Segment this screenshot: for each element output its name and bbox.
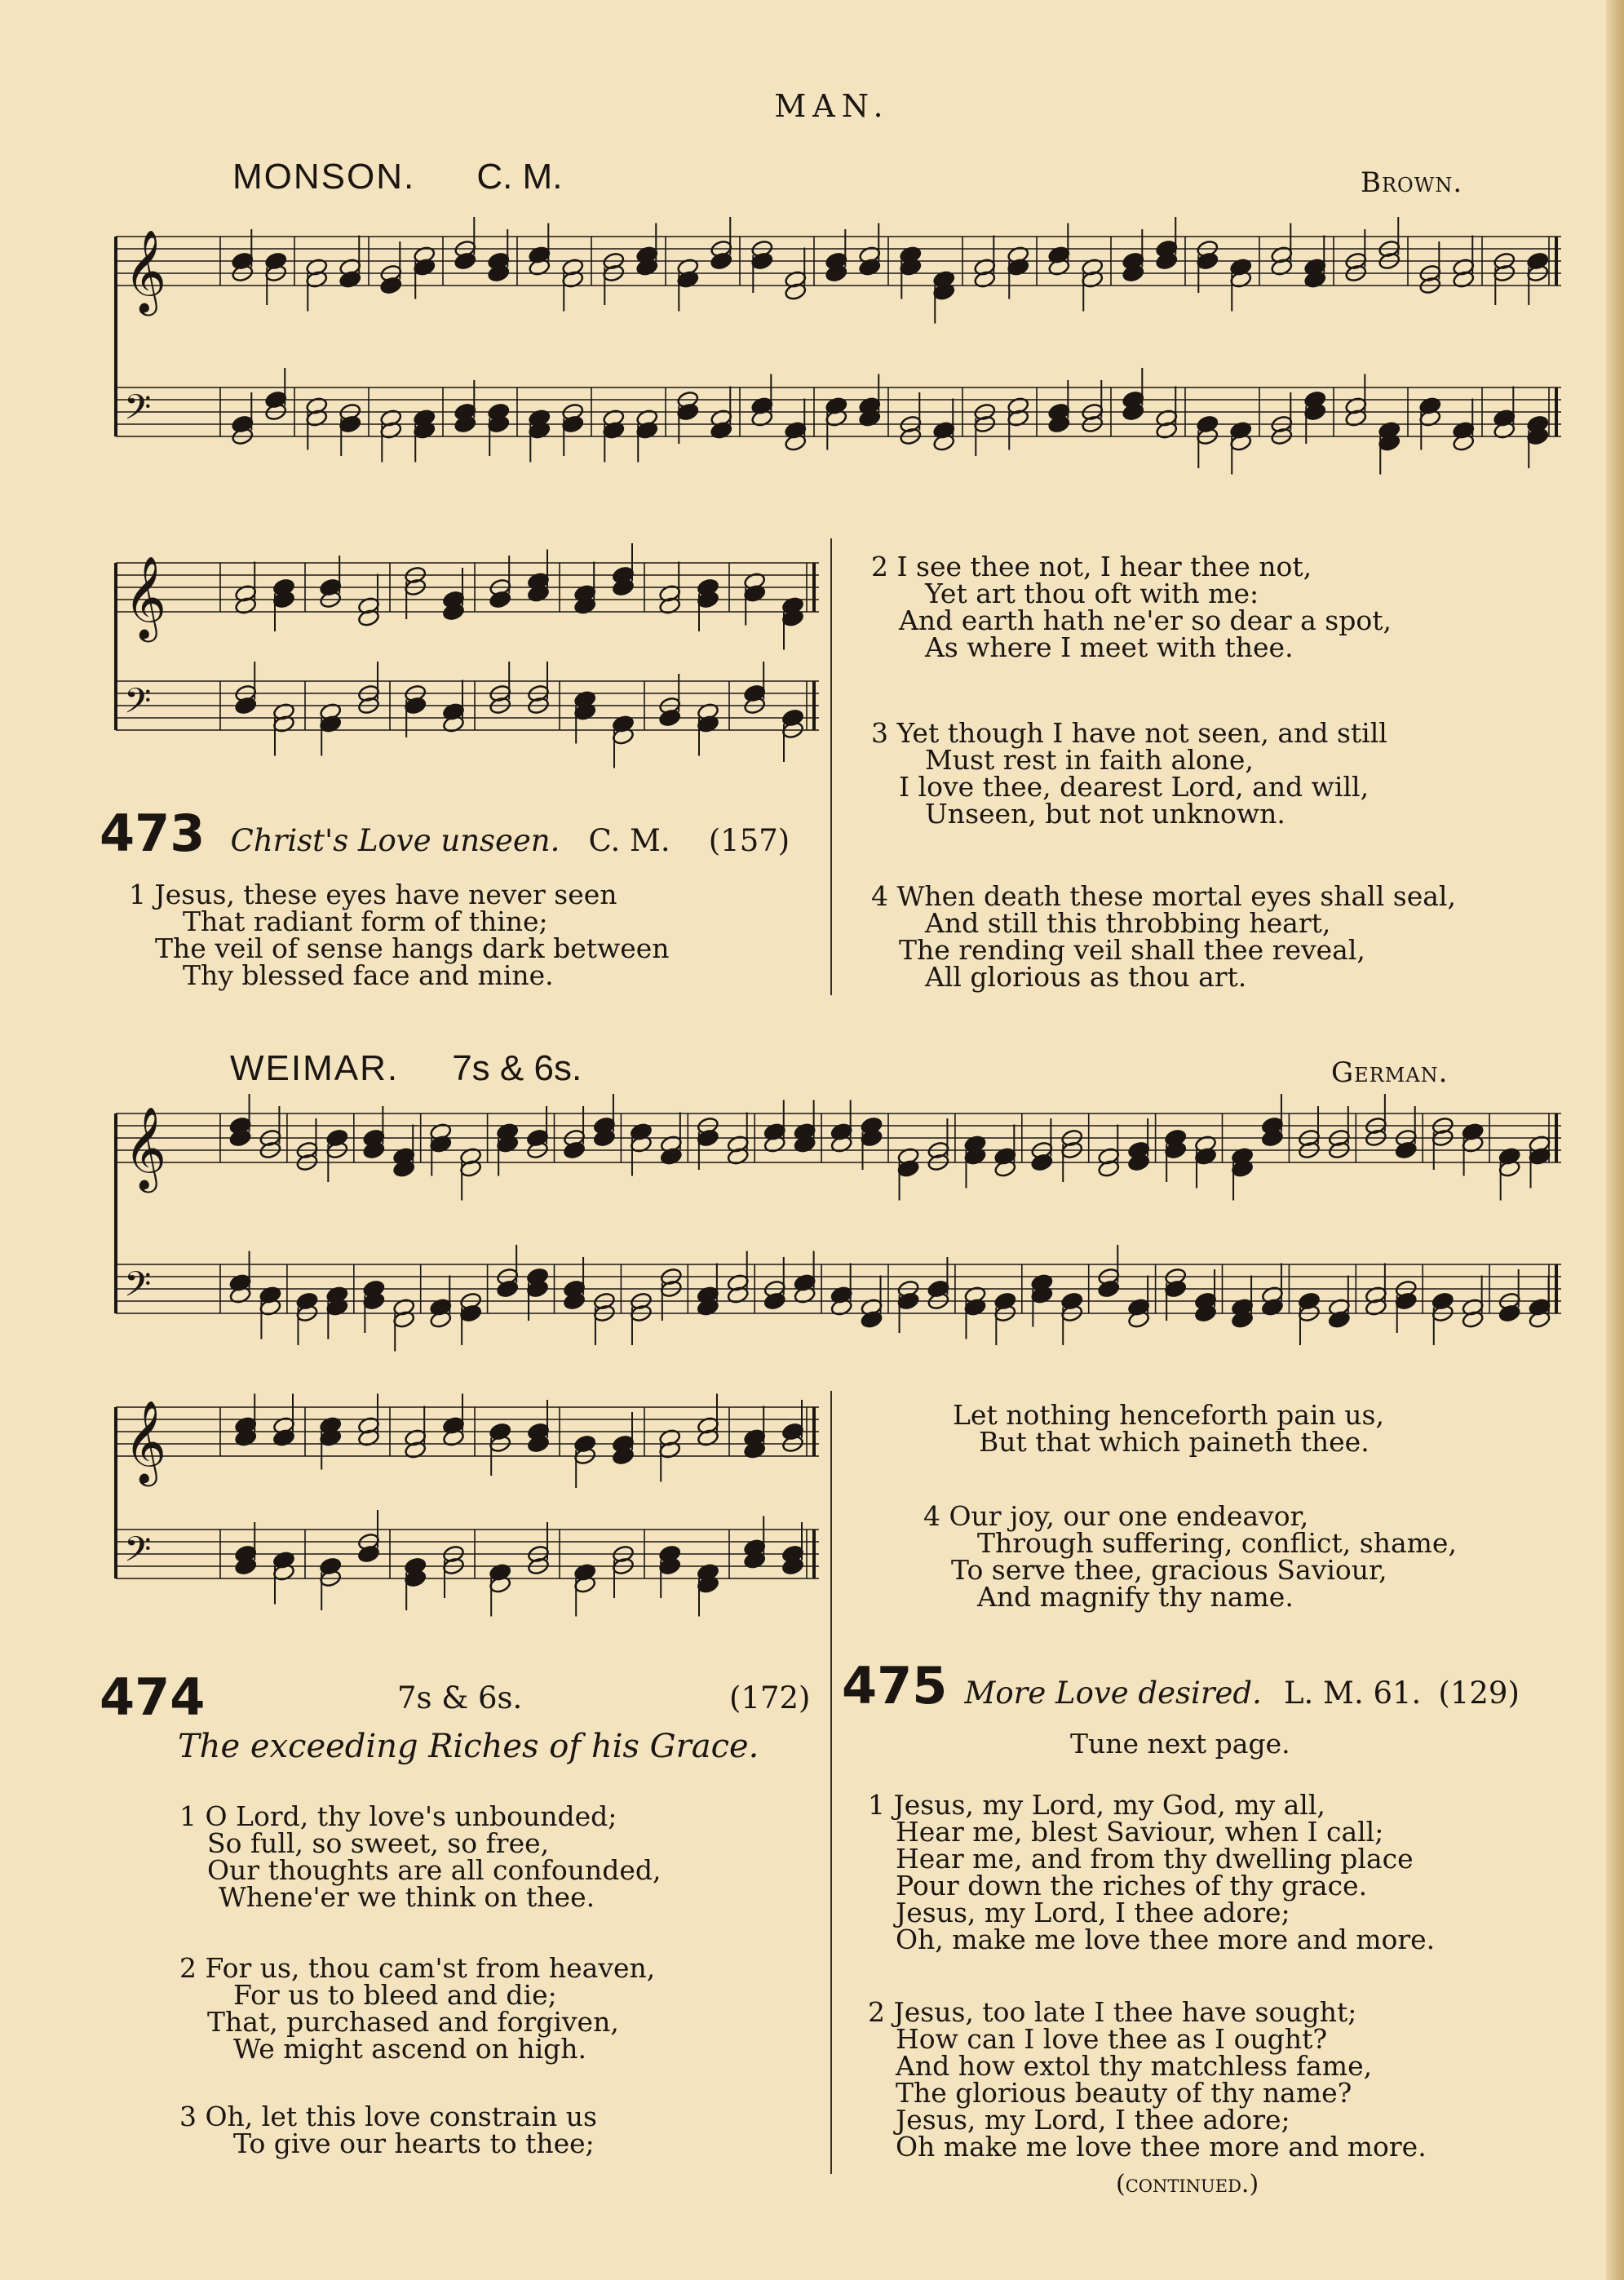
verse-line: Must rest in faith alone, xyxy=(925,744,1254,776)
tune-meter: C. M. xyxy=(476,157,563,197)
verse-number: 3 xyxy=(179,2101,197,2132)
hymn-title: More Love desired. xyxy=(964,1676,1262,1711)
page-edge xyxy=(1606,0,1624,2280)
hymn-473-verse-4 xyxy=(871,880,1456,993)
hymn-474-verse-3-continued xyxy=(953,1399,1384,1458)
verse-line: For us to bleed and die; xyxy=(233,1979,557,2011)
hymn-meter: L. M. 61. xyxy=(1283,1676,1422,1711)
svg-text:𝄢: 𝄢 xyxy=(124,1264,152,1313)
verse-line: The glorious beauty of thy name? xyxy=(896,2077,1352,2109)
music-score-weimar-line1 xyxy=(106,1097,1566,1342)
hymn-473-verse-2 xyxy=(871,553,1392,661)
tune-next-page-note: Tune next page. xyxy=(1070,1728,1290,1760)
column-divider xyxy=(830,1391,832,2174)
verse-line: Hear me, and from thy dwelling place xyxy=(896,1843,1414,1875)
verse-line: Our thoughts are all confounded, xyxy=(207,1854,662,1886)
hymn-474-heading xyxy=(100,1667,817,1727)
verse-line: Oh, make me love thee more and more. xyxy=(896,1924,1436,1955)
verse-line: Our joy, our one endeavor, xyxy=(949,1500,1309,1532)
hymn-title: Christ's Love unseen. xyxy=(230,823,560,858)
verse-line: Oh make me love thee more and more. xyxy=(896,2131,1427,2163)
svg-text:𝄞: 𝄞 xyxy=(124,1399,167,1483)
verse-line: To serve thee, gracious Saviour, xyxy=(951,1554,1387,1586)
hymn-number: 473 xyxy=(100,804,206,863)
music-score-weimar-line2 xyxy=(106,1391,824,1603)
hymn-474-verse-3 xyxy=(179,2103,597,2157)
svg-text:𝄢: 𝄢 xyxy=(124,1530,152,1578)
verse-line: I love thee, dearest Lord, and will, xyxy=(899,771,1370,803)
hymn-tune-ref: (157) xyxy=(708,823,790,858)
svg-text:𝄞: 𝄞 xyxy=(124,228,167,312)
hymn-474-verse-4 xyxy=(923,1500,1457,1613)
hymn-number: 475 xyxy=(842,1656,948,1716)
verse-number: 4 xyxy=(871,880,888,912)
verse-line: For us, thou cam'st from heaven, xyxy=(205,1952,656,1984)
verse-line: We might ascend on high. xyxy=(233,2033,586,2065)
tune-heading-weimar xyxy=(230,1048,582,1089)
verse-line: That, purchased and forgiven, xyxy=(207,2006,619,2038)
verse-number: 2 xyxy=(871,551,888,582)
verse-line: Let nothing henceforth pain us, xyxy=(953,1399,1384,1431)
tune-name: MONSON. xyxy=(232,157,416,197)
tune-composer: Brown. xyxy=(1361,166,1463,199)
verse-line: And how extol thy matchless fame, xyxy=(896,2050,1373,2082)
verse-line: And still this throbbing heart, xyxy=(925,907,1331,939)
verse-line: Jesus, my Lord, I thee adore; xyxy=(896,2104,1290,2136)
music-score-monson-line2 xyxy=(106,538,824,750)
tune-composer: German. xyxy=(1331,1056,1449,1089)
verse-line: Jesus, too late I thee have sought; xyxy=(893,1996,1357,2028)
verse-line: Jesus, my Lord, my God, my all, xyxy=(893,1789,1325,1821)
svg-text:𝄞: 𝄞 xyxy=(124,1105,167,1189)
verse-line: How can I love thee as I ought? xyxy=(896,2023,1328,2055)
hymn-475-verse-1 xyxy=(868,1791,1435,1953)
verse-line: Yet though I have not seen, and still xyxy=(896,717,1387,749)
verse-line: Thy blessed face and mine. xyxy=(183,959,554,991)
verse-line: Through suffering, conflict, shame, xyxy=(977,1527,1457,1559)
verse-line: All glorious as thou art. xyxy=(925,961,1247,993)
tune-heading-monson xyxy=(232,157,562,197)
verse-line: I see thee not, I hear thee not, xyxy=(896,551,1312,582)
verse-line: So full, so sweet, so free, xyxy=(207,1827,550,1859)
verse-line: Jesus, my Lord, I thee adore; xyxy=(896,1897,1290,1928)
tune-name: WEIMAR. xyxy=(230,1048,400,1088)
verse-line: Jesus, these eyes have never seen xyxy=(154,879,617,910)
verse-number: 1 xyxy=(868,1789,885,1821)
hymn-474-subtitle: The exceeding Riches of his Grace. xyxy=(178,1728,759,1765)
music-score-monson-line1 xyxy=(106,212,1566,489)
verse-line: Unseen, but not unknown. xyxy=(925,798,1285,830)
verse-line: To give our hearts to thee; xyxy=(233,2127,595,2159)
verse-line: Oh, let this love constrain us xyxy=(205,2101,597,2132)
verse-line: The rending veil shall thee reveal, xyxy=(899,934,1365,966)
verse-number: 1 xyxy=(129,879,146,910)
verse-line: But that which paineth thee. xyxy=(979,1426,1370,1458)
verse-line: And earth hath ne'er so dear a spot, xyxy=(899,604,1392,636)
verse-line: As where I meet with thee. xyxy=(925,631,1294,663)
verse-line: Hear me, blest Saviour, when I call; xyxy=(896,1816,1384,1848)
svg-text:𝄢: 𝄢 xyxy=(124,681,152,730)
verse-line: When death these mortal eyes shall seal, xyxy=(896,880,1456,912)
verse-line: Pour down the riches of thy grace. xyxy=(896,1870,1368,1901)
verse-line: O Lord, thy love's unbounded; xyxy=(205,1800,617,1832)
hymn-475-verse-2 xyxy=(868,1996,1427,2163)
running-head: MAN. xyxy=(774,88,890,124)
column-divider xyxy=(830,538,832,995)
tune-meter: 7s & 6s. xyxy=(452,1048,582,1088)
hymn-473-verse-3 xyxy=(871,717,1387,830)
verse-number: 3 xyxy=(871,717,888,749)
hymn-473-heading xyxy=(100,804,790,863)
hymn-meter: 7s & 6s. xyxy=(397,1680,523,1716)
hymn-tune-ref: (172) xyxy=(729,1680,811,1716)
hymn-number: 474 xyxy=(100,1667,206,1727)
hymn-475-heading xyxy=(842,1656,1520,1716)
hymn-473-verse-1 xyxy=(129,881,670,989)
continued-note: (continued.) xyxy=(1116,2170,1259,2198)
svg-text:𝄢: 𝄢 xyxy=(124,387,152,436)
verse-line: Whene'er we think on thee. xyxy=(219,1881,595,1913)
hymn-474-verse-1 xyxy=(179,1800,662,1913)
hymn-tune-ref: (129) xyxy=(1438,1676,1520,1711)
verse-line: And magnify thy name. xyxy=(977,1581,1294,1613)
verse-number: 4 xyxy=(923,1500,940,1532)
verse-line: The veil of sense hangs dark between xyxy=(155,932,670,964)
verse-number: 2 xyxy=(179,1952,197,1984)
verse-line: That radiant form of thine; xyxy=(183,905,548,937)
verse-line: Yet art thou oft with me: xyxy=(925,578,1259,609)
hymn-474-verse-2 xyxy=(179,1952,656,2065)
verse-number: 1 xyxy=(179,1800,197,1832)
verse-number: 2 xyxy=(868,1996,885,2028)
svg-text:𝄞: 𝄞 xyxy=(124,555,167,639)
hymn-meter: C. M. xyxy=(588,823,670,858)
